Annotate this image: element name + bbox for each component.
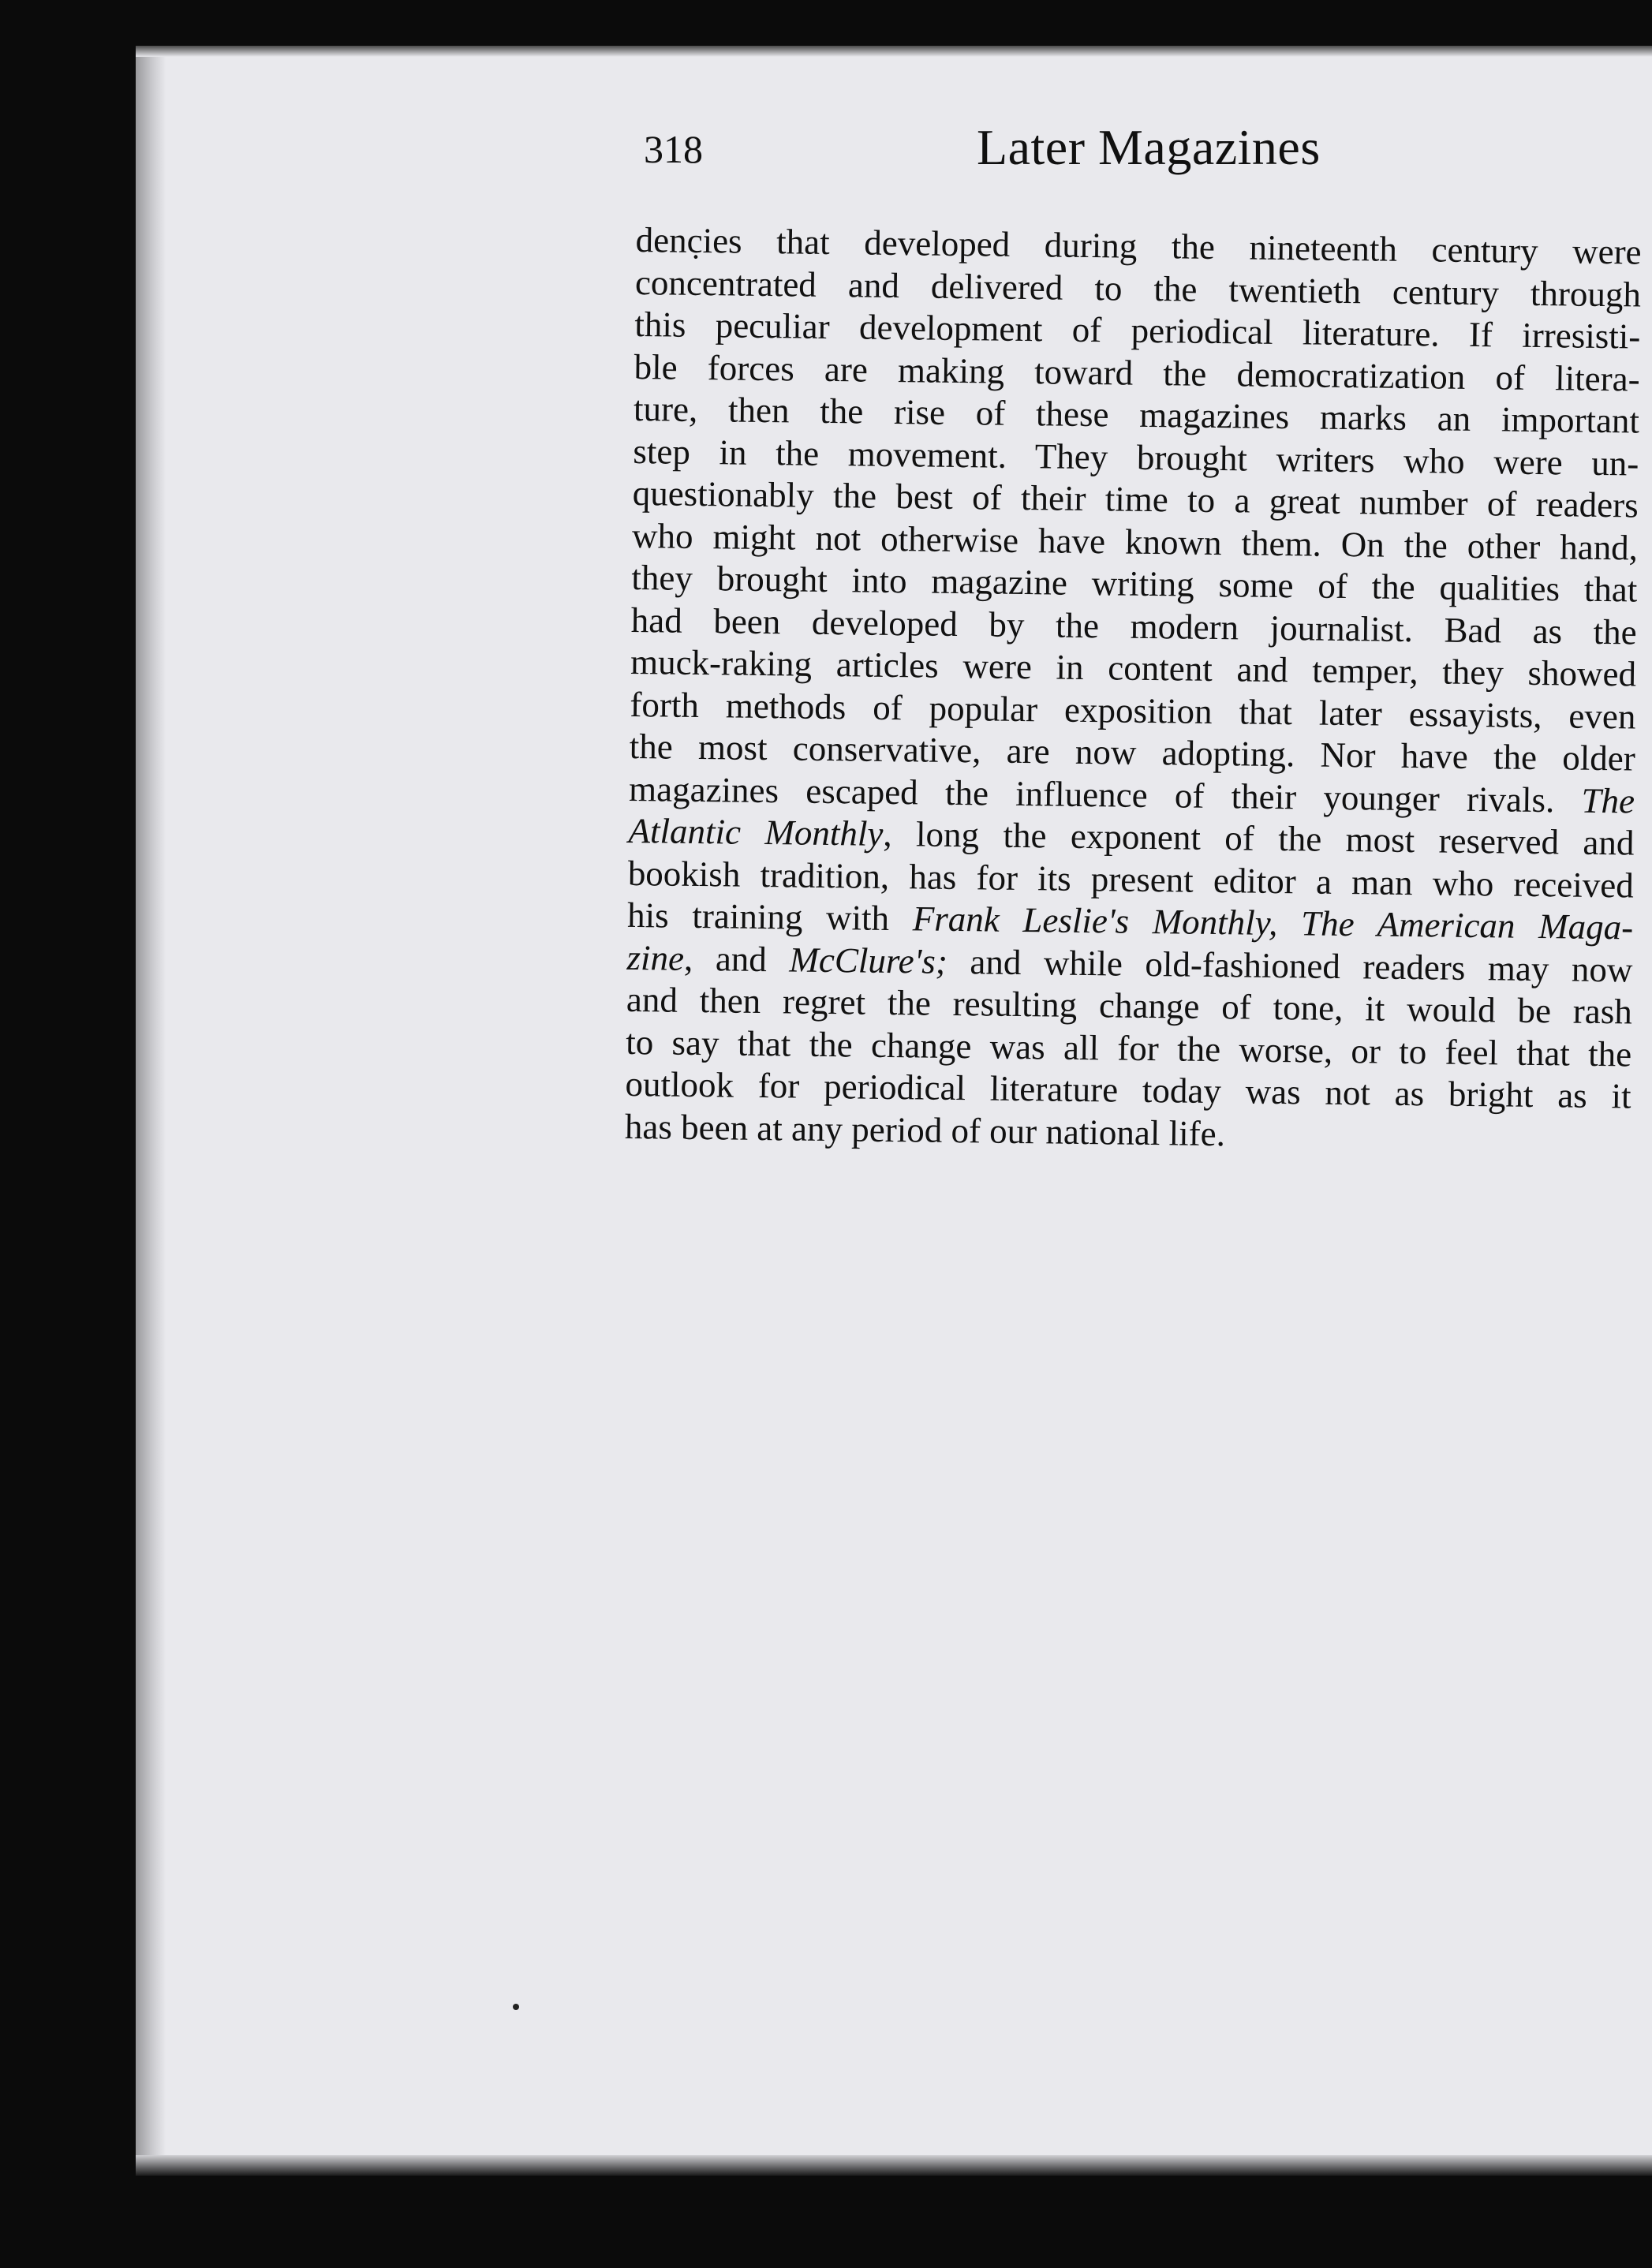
text-line: they brought into magazine writing some of the qualities that: [631, 557, 1638, 610]
text-line: the most conservative, are now adopting. Nor have the older: [629, 726, 1636, 779]
italic-title: The: [1581, 780, 1635, 821]
text-line: magazines escaped the influence of their younger rivals. The: [628, 768, 1635, 821]
text-line: denc̣ies that developed during the nineteenth century were: [635, 219, 1642, 272]
italic-title: McClure's;: [789, 939, 948, 981]
running-title: Later Magazines: [977, 119, 1321, 175]
text-line: bookish tradition, has for its present editor a man who received: [627, 853, 1635, 906]
text-line: questionably the best of their time to a great number of readers: [632, 473, 1639, 525]
text-line: who might not otherwise have known them. On the other hand,: [631, 515, 1639, 568]
text-line: muck-raking articles were in content and temper, they showed: [630, 641, 1637, 694]
text-line: his training with Frank Leslie's Monthly, The American Maga-: [626, 895, 1634, 947]
page-bottom-edge: [136, 2155, 1652, 2176]
text-line: concentrated and delivered to the twentieth century through: [634, 262, 1642, 315]
page-number: 318: [644, 127, 703, 171]
text-line: had been developed by the modern journalist. Bad as the: [630, 600, 1638, 652]
text-line: zine, and McClure's; and while old-fashioned readers may now: [626, 937, 1633, 990]
italic-title: Frank Leslie's Monthly, The American Maga-: [912, 899, 1634, 947]
italic-title: Atlantic Monthly: [628, 810, 884, 854]
running-header: [644, 118, 1630, 189]
scan-speck: [513, 2004, 519, 2010]
text-line: to say that the change was all for the worse, or to feel that the: [625, 1022, 1632, 1074]
text-line: Atlantic Monthly, long the exponent of the most reserved and: [628, 810, 1635, 863]
italic-title: zine: [626, 937, 685, 978]
text-line: forth methods of popular exposition that later essayists, even: [630, 684, 1636, 737]
text-line: ture, then the rise of these magazines marks an important: [633, 388, 1640, 441]
text-line: ble forces are making toward the democratization of litera-: [634, 346, 1640, 399]
text-line: outlook for periodical literature today was not as bright as it: [625, 1063, 1631, 1116]
body-paragraph: [625, 219, 1642, 1160]
text-line: step in the movement. They brought writers who were un-: [633, 431, 1639, 484]
text-line: has been at any period of our national life.: [624, 1106, 1226, 1153]
text-line: and then regret the resulting change of tone, it would be rash: [626, 979, 1633, 1032]
text-line: this peculiar development of periodical literature. If irresisti-: [634, 304, 1641, 357]
page-top-edge: [136, 46, 1652, 57]
